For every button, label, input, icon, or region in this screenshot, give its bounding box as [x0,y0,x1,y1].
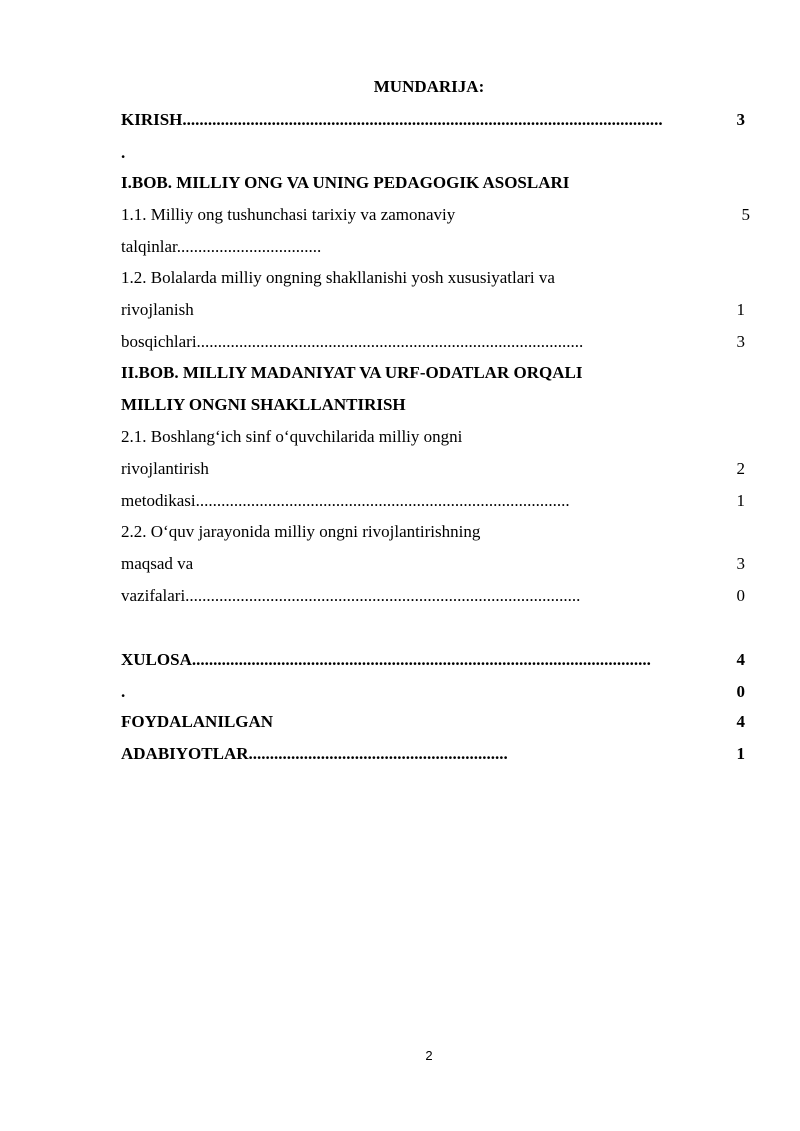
toc-entry-xulosa-dot: . [121,682,126,701]
toc-entry-kirish: KIRISH................................................................................................................. [121,110,663,129]
toc-section-2-1: 2.1. Boshlang‘ich sinf o‘quvchilarida milliy ongni [121,427,463,446]
toc-page-xulosa-a: 4 [736,650,745,669]
toc-page-1-1: 5 [741,205,750,224]
toc-section-1-2-cont: rivojlanish [121,300,194,319]
toc-entry-xulosa: XULOSA............................................................................................................ [121,650,651,669]
toc-chapter-2-cont: MILLIY ONGNI SHAKLLANTIRISH [121,395,406,414]
toc-section-1-2-cont2: bosqichlari........................................................................................... [121,332,584,351]
page-number: 2 [425,1048,433,1063]
toc-page-2-1-a: 2 [736,459,745,478]
toc-section-2-2-cont: maqsad va [121,554,194,573]
toc-page-2-2-a: 3 [736,554,745,573]
toc-section-1-2: 1.2. Bolalarda milliy ongning shakllanishi yosh xususiyatlari va [121,268,555,287]
toc-page-foyd-b: 1 [736,744,745,763]
toc-chapter-2: II.BOB. MILLIY MADANIYAT VA URF-ODATLAR ORQALI [121,363,583,382]
toc-entry-kirish-dot: . [121,143,126,162]
toc-section-1-1-cont: talqinlar.................................. [121,237,322,256]
toc-page-foyd-a: 4 [736,712,745,731]
toc-page-kirish: 3 [736,110,745,129]
toc-page-xulosa-b: 0 [736,682,745,701]
toc-entry-adabiyotlar: ADABIYOTLAR............................................................. [121,744,508,763]
toc-section-1-1: 1.1. Milliy ong tushunchasi tarixiy va zamonaviy [121,205,456,224]
toc-page-1-2-a: 1 [736,300,745,319]
toc-page-1-2-b: 3 [736,332,745,351]
toc-title: MUNDARIJA: [373,77,485,96]
toc-chapter-1: I.BOB. MILLIY ONG VA UNING PEDAGOGIK ASOSLARI [121,173,570,192]
toc-section-2-2-cont2: vazifalari............................................................................................. [121,586,581,605]
toc-entry-foydalanilgan: FOYDALANILGAN [121,712,274,731]
toc-section-2-1-cont: rivojlantirish [121,459,209,478]
toc-page-2-2-b: 0 [736,586,745,605]
toc-section-2-1-cont2: metodikasi........................................................................................ [121,491,570,510]
toc-page-2-1-b: 1 [736,491,745,510]
toc-section-2-2: 2.2. O‘quv jarayonida milliy ongni rivojlantirishning [121,522,481,541]
